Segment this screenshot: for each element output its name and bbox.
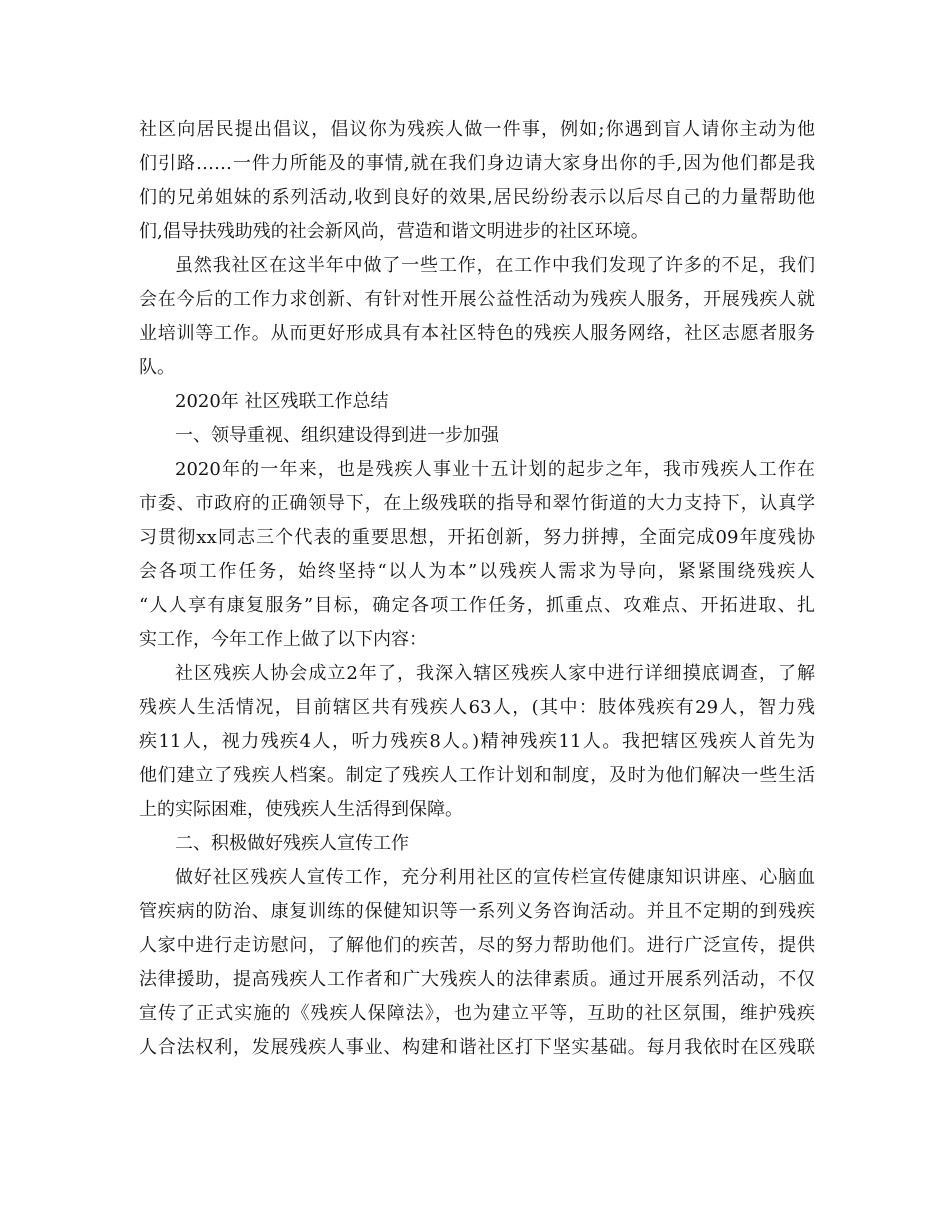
text-line: 疾11人，视力残疾4人，听力残疾8人。)精神残疾11人。我把辖区残疾人首先为 <box>139 731 815 752</box>
text-line: 做好社区残疾人宣传工作，充分利用社区的宣传栏宣传健康知识讲座、心脑血 <box>175 867 815 888</box>
text-line: 虽然我社区在这半年中做了一些工作，在工作中我们发现了许多的不足，我们 <box>175 255 815 276</box>
text-line: 宣传了正式实施的《残疾人保障法》，也为建立平等，互助的社区氛围，维护残疾 <box>139 1003 815 1024</box>
text-line: 们,倡导扶残助残的社会新风尚，营造和谐文明进步的社区环境。 <box>139 221 649 242</box>
text-line: 们引路……一件力所能及的事情,就在我们身边请大家身出你的手,因为他们都是我 <box>139 153 815 174</box>
text-line: 社区残疾人协会成立2年了，我深入辖区残疾人家中进行详细摸底调查，了解 <box>175 663 815 684</box>
text-line: 法律援助，提高残疾人工作者和广大残疾人的法律素质。通过开展系列活动，不仅 <box>139 969 815 990</box>
text-line: 会各项工作任务，始终坚持“以人为本”以残疾人需求为导向，紧紧围绕残疾人 <box>139 561 815 582</box>
section-title: 2020年 社区残联工作总结 <box>175 391 389 412</box>
section-heading: 一、领导重视、组织建设得到进一步加强 <box>175 425 499 446</box>
text-line: 业培训等工作。从而更好形成具有本社区特色的残疾人服务网络，社区志愿者服务 <box>139 323 815 344</box>
text-line: 实工作，今年工作上做了以下内容： <box>139 629 427 650</box>
text-line: 他们建立了残疾人档案。制定了残疾人工作计划和制度，及时为他们解决一些生活 <box>139 765 815 786</box>
text-line: 2020年的一年来，也是残疾人事业十五计划的起步之年，我市残疾人工作在 <box>175 459 815 480</box>
text-line: 社区向居民提出倡议，倡议你为残疾人做一件事，例如;你遇到盲人请你主动为他 <box>139 119 815 140</box>
text-line: 队。 <box>139 357 175 378</box>
text-line: 人家中进行走访慰问，了解他们的疾苦，尽的努力帮助他们。进行广泛宣传，提供 <box>139 935 815 956</box>
text-line: 会在今后的工作力求创新、有针对性开展公益性活动为残疾人服务，开展残疾人就 <box>139 289 815 310</box>
section-heading: 二、积极做好残疾人宣传工作 <box>175 833 409 854</box>
text-line: 管疾病的防治、康复训练的保健知识等一系列义务咨询活动。并且不定期的到残疾 <box>139 901 815 922</box>
text-line: 上的实际困难，使残疾人生活得到保障。 <box>139 799 463 820</box>
text-line: 习贯彻xx同志三个代表的重要思想，开拓创新，努力拼搏，全面完成09年度残协 <box>139 527 815 548</box>
text-line: 们的兄弟姐妹的系列活动,收到良好的效果,居民纷纷表示以后尽自己的力量帮助他 <box>139 187 815 208</box>
text-line: 残疾人生活情况，目前辖区共有残疾人63人，(其中：肢体残疾有29人，智力残 <box>139 697 815 718</box>
text-line: “人人享有康复服务”目标，确定各项工作任务，抓重点、攻难点、开拓进取、扎 <box>139 595 815 616</box>
text-line: 人合法权利，发展残疾人事业、构建和谐社区打下坚实基础。每月我依时在区残联 <box>139 1037 815 1058</box>
text-line: 市委、市政府的正确领导下，在上级残联的指导和翠竹街道的大力支持下，认真学 <box>139 493 815 514</box>
